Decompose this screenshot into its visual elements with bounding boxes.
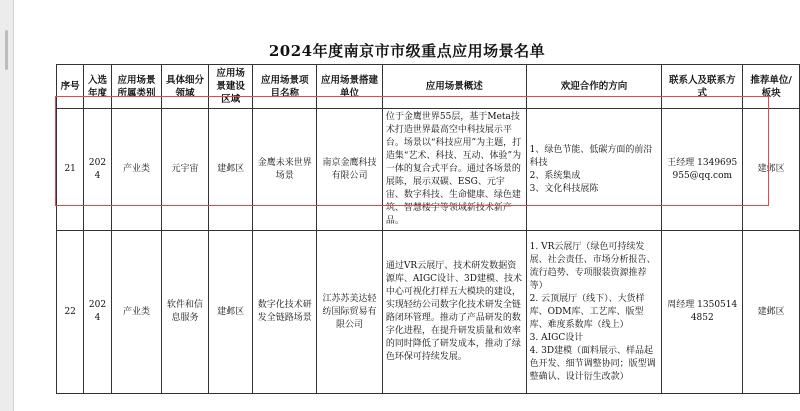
cell-recommender: 建邺区 bbox=[743, 231, 800, 394]
cell-builder: 南京金鹰科技有限公司 bbox=[317, 109, 383, 231]
cell-area: 建邺区 bbox=[208, 109, 253, 231]
header-builder: 应用场景搭建单位 bbox=[317, 65, 383, 109]
cooperation-item: 3、文化科技展陈 bbox=[529, 183, 599, 194]
cell-year: 2024 bbox=[84, 109, 111, 231]
scenario-table bbox=[56, 64, 800, 394]
cooperation-item: 3. AIGC设计 bbox=[529, 332, 584, 343]
header-category: 应用场景所属类别 bbox=[111, 65, 162, 109]
cooperation-item: 1、绿色节能、低碳方面的前沿科技 bbox=[529, 144, 653, 168]
cell-contact: 周经理 13505144852 bbox=[662, 231, 743, 394]
header-field: 具体细分领域 bbox=[162, 65, 209, 109]
cell-overview: 位于金鹰世界55层，基于Meta技术打造世界最高空中科技展示平台。场景以“科技应用”为主题，打造集“艺术、科技、互动、体验”为一体的复合式平台。通过各场景的展陈，展示双碳、ESG、元宇宙、数字科技、生命健康、绿色建筑、智慧楼宇等领域新技术新产品。 bbox=[382, 109, 526, 231]
table-row bbox=[57, 109, 800, 231]
document-page bbox=[14, 0, 800, 411]
cell-year: 2024 bbox=[84, 231, 111, 394]
header-contact: 联系人及联系方式 bbox=[662, 65, 743, 109]
sidebar-grip[interactable] bbox=[5, 30, 8, 70]
cell-project: 金鹰未来世界场景 bbox=[253, 109, 317, 231]
header-area: 应用场景建设区域 bbox=[208, 65, 253, 109]
table-row bbox=[57, 231, 800, 394]
cell-cooperation bbox=[526, 231, 662, 394]
cell-category: 产业类 bbox=[111, 109, 162, 231]
cell-area: 建邺区 bbox=[208, 231, 253, 394]
left-sidebar bbox=[0, 0, 14, 411]
cooperation-item: 1. VR云展厅（绿色可持续发展、社会责任、市场分析报告、流行趋势、专项服装资源推荐等） bbox=[529, 241, 656, 291]
cell-no: 22 bbox=[57, 231, 84, 394]
header-overview: 应用场景概述 bbox=[382, 65, 526, 109]
header-year: 入选年度 bbox=[84, 65, 111, 109]
header-no: 序号 bbox=[57, 65, 84, 109]
header-cooperation: 欢迎合作的方向 bbox=[526, 65, 662, 109]
cell-project: 数字化技术研发全链路场景 bbox=[253, 231, 317, 394]
cooperation-item: 4. 3D建模（面料展示、样品起色开发、细节调整协同；版型调整确认、设计衍生改款） bbox=[529, 345, 656, 382]
cell-field: 元宇宙 bbox=[162, 109, 209, 231]
table-header-row bbox=[57, 65, 800, 109]
cooperation-item: 2、系统集成 bbox=[529, 170, 581, 181]
cell-builder: 江苏苏美达轻纺国际贸易有限公司 bbox=[317, 231, 383, 394]
cell-recommender: 建邺区 bbox=[743, 109, 800, 231]
document-title: 2024年度南京市市级重点应用场景名单 bbox=[268, 42, 546, 60]
cell-field: 软件和信息服务 bbox=[162, 231, 209, 394]
cell-cooperation bbox=[526, 109, 662, 231]
header-recommender: 推荐单位/板块 bbox=[743, 65, 800, 109]
header-project: 应用场景项目名称 bbox=[253, 65, 317, 109]
cooperation-item: 2. 云顶展厅（线下）、大货样库、ODM库、工艺库、版型库、难度系数库（线上） bbox=[529, 293, 645, 330]
cell-contact: 王经理 13496959​55@qq.com bbox=[662, 109, 743, 231]
cell-overview: 通过VR云展厅、技术研发数据资源库、AIGC设计、3D建模、技术中心可视化打样五大模块的建设，实现轻纺公司数字化技术研发全链路闭环管理。推动了产品研发的数字化进程，在提升研发质量和效率的同时降低了研发成本，推动了绿色环保可持续发展。 bbox=[382, 231, 526, 394]
cell-no: 21 bbox=[57, 109, 84, 231]
cell-category: 产业类 bbox=[111, 231, 162, 394]
